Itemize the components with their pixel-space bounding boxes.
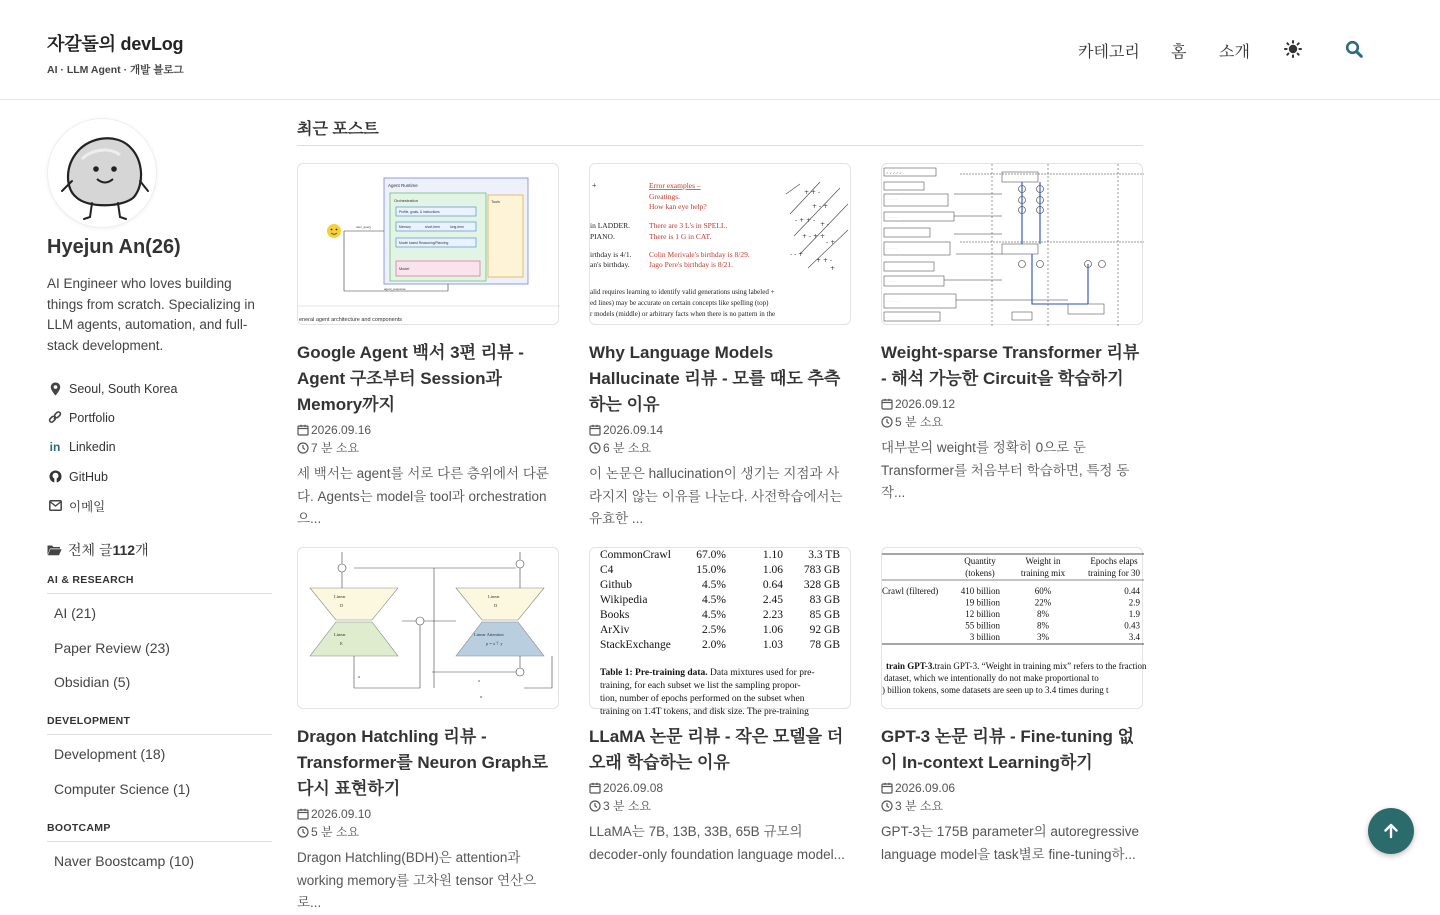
- post-date: [297, 805, 559, 823]
- clock-icon: [881, 416, 893, 428]
- calendar-icon: [589, 782, 601, 794]
- thumb-table-cell: 3.3 TB: [808, 549, 840, 561]
- post-thumbnail[interactable]: [881, 547, 1147, 709]
- post-date: [589, 779, 851, 797]
- post-card[interactable]: [881, 163, 1143, 505]
- calendar-icon: [881, 782, 893, 794]
- svg-text:+ + -: + + -: [804, 189, 821, 196]
- post-title[interactable]: GPT-3 논문 리뷰 - Fine-tuning 없이 In-context Learning하기: [881, 727, 1135, 772]
- thumb-table-cell: 2.45: [762, 594, 783, 606]
- post-thumbnail[interactable]: [881, 163, 1143, 325]
- post-excerpt: GPT-3는 175B parameter의 autoregressive language model을 task별로 fine-tuning하...: [881, 824, 1139, 862]
- link-location-label: Seoul, South Korea: [69, 381, 178, 396]
- link-linkedin-label[interactable]: Linkedin: [69, 440, 116, 455]
- category-item-computer-science[interactable]: Computer Science (1): [54, 780, 191, 797]
- thumb-table-cell: 19 billion: [965, 597, 1000, 608]
- thumb-table-cell: 2.0%: [702, 639, 726, 651]
- total-suffix: 개: [135, 542, 149, 558]
- post-excerpt: 이 논문은 hallucination이 생기는 지점과 사라지지 않는 이유를 나눈다. 사전학습에서는 유효한 ...: [589, 466, 843, 526]
- thumb-text: an's birthday.: [590, 260, 630, 269]
- post-date: [589, 421, 851, 439]
- svg-text:D: D: [494, 603, 498, 608]
- thumb-text: train GPT-3. “Weight in training mix” refers to the fraction: [934, 661, 1147, 671]
- post-title[interactable]: Google Agent 백서 3편 리뷰 - Agent 구조부터 Session과 Memory까지: [297, 343, 524, 414]
- svg-text:σ: σ: [480, 694, 483, 699]
- thumb-table-cell: 1.06: [762, 624, 783, 636]
- post-date-text: 2026.09.16: [311, 423, 372, 437]
- post-date: [881, 395, 1143, 413]
- thumb-table-cell: Weight in: [1025, 556, 1061, 566]
- author-links: [47, 374, 177, 520]
- brand[interactable]: [47, 30, 184, 77]
- sun-icon[interactable]: [1284, 40, 1302, 58]
- svg-text:+ - + +: + - + +: [802, 233, 825, 240]
- thumb-table-cell: Crawl (filtered): [882, 586, 939, 596]
- svg-text:. . . . . . .: . . . . . . .: [886, 197, 897, 201]
- post-card[interactable]: [881, 547, 1147, 866]
- category-item-development[interactable]: Development (18): [54, 746, 166, 762]
- thumb-table-cell: 55 billion: [965, 620, 1000, 631]
- thumb-table-cell: 0.64: [762, 579, 783, 591]
- thumb-table-cell: 78 GB: [809, 639, 840, 651]
- thumb-table-cell: 2.9: [1128, 597, 1140, 608]
- thumb-table-cell: 3%: [1037, 632, 1049, 642]
- calendar-icon: [297, 808, 309, 820]
- clock-icon: [589, 800, 601, 812]
- thumb-table-cell: (tokens): [965, 568, 995, 578]
- thumb-table-cell: training for 30: [1088, 568, 1140, 578]
- thumb-table-cell: 3.4: [1128, 632, 1140, 642]
- thumb-table-cell: 4.5%: [702, 594, 726, 606]
- thumb-text: user_query: [356, 225, 372, 229]
- avatar: [47, 118, 157, 228]
- thumb-table-cell: Books: [600, 609, 630, 621]
- thumb-table-cell: ArXiv: [600, 624, 630, 636]
- thumb-table-cell: 1.9: [1128, 609, 1140, 619]
- thumb-table-cell: Wikipedia: [600, 594, 648, 606]
- thumb-table-cell: 12 billion: [965, 609, 1000, 619]
- nav-home[interactable]: 홈: [1171, 44, 1187, 61]
- post-date-text: 2026.09.14: [603, 423, 664, 437]
- link-portfolio-label[interactable]: Portfolio: [69, 410, 115, 425]
- category-heading: AI & RESEARCH: [47, 574, 272, 594]
- post-card[interactable]: [297, 547, 559, 915]
- category-item-paper-review[interactable]: Paper Review (23): [54, 639, 170, 656]
- link-linkedin[interactable]: [47, 433, 177, 462]
- post-thumbnail[interactable]: [297, 163, 559, 325]
- post-date: [297, 421, 559, 439]
- thumb-table-cell: Quantity: [964, 556, 996, 566]
- category-group-ai-research: [47, 574, 272, 700]
- clock-icon: [881, 800, 893, 812]
- svg-text:. . . . . . . .: . . . . . . . .: [886, 215, 899, 219]
- nav-categories[interactable]: 카테고리: [1078, 44, 1140, 61]
- svg-text:+: +: [592, 181, 597, 190]
- link-email[interactable]: [47, 491, 177, 520]
- svg-text:Linear: Linear: [488, 594, 500, 599]
- thumb-table-cell: 85 GB: [809, 609, 840, 621]
- post-read-time-text: 6 분 소요: [603, 441, 652, 455]
- thumb-table-cell: 8%: [1037, 609, 1049, 619]
- search-icon[interactable]: [1345, 40, 1363, 58]
- thumb-text: Colin Merivale's birthday is 8/29.: [649, 250, 750, 259]
- post-date-text: 2026.09.06: [895, 781, 956, 795]
- thumb-text: short-term: [425, 225, 441, 229]
- thumb-text: There are 3 L's in SPELL.: [649, 221, 728, 230]
- svg-text:✓ ✓ ✓ ✓ ✓: ✓ ✓ ✓ ✓ ✓: [886, 171, 902, 175]
- thumb-table-cell: 4.5%: [702, 579, 726, 591]
- thumb-table-cell: 0.43: [1124, 620, 1140, 631]
- thumb-text: Data mixtures used for pre-: [707, 668, 815, 678]
- category-item-naver-boostcamp[interactable]: Naver Boostcamp (10): [54, 853, 195, 869]
- thumb-text: Greatings.: [649, 192, 681, 201]
- thumb-caption: eneral agent architecture and components: [299, 317, 403, 323]
- thumb-text: Model based Reasoning/Planning: [399, 241, 449, 245]
- clock-icon: [297, 826, 309, 838]
- thumb-text: tion, number of epochs performed on the subset when: [600, 694, 805, 704]
- thumb-table-cell: training mix: [1020, 568, 1066, 578]
- post-read-time-text: 7 분 소요: [311, 441, 360, 455]
- svg-text:ρ = x⊤ y: ρ = x⊤ y: [486, 641, 503, 646]
- post-read-time-text: 3 분 소요: [603, 799, 652, 813]
- thumb-text: training, for each subset we list the sampling propor-: [600, 681, 801, 691]
- llama-table: [600, 549, 840, 651]
- total-count: 112: [112, 542, 136, 558]
- thumb-text: alid requires learning to identify valid generations using labeled +: [590, 288, 775, 296]
- thumb-text: irthday is 4/1.: [590, 250, 632, 259]
- post-title[interactable]: LLaMA 논문 리뷰 - 작은 모델을 더 오래 학습하는 이유: [589, 727, 844, 772]
- svg-text:. . . . . . .: . . . . . . .: [886, 246, 897, 250]
- folder-icon: [47, 544, 62, 556]
- category-group-bootcamp: [47, 822, 272, 879]
- thumb-table-cell: 2.5%: [702, 624, 726, 636]
- linkedin-icon: in: [49, 440, 61, 455]
- site-title[interactable]: 자갈돌의 devLog: [47, 34, 184, 54]
- calendar-icon: [881, 398, 893, 410]
- link-github[interactable]: [47, 462, 177, 491]
- svg-text:. . . . . . . .: . . . . . . . .: [886, 299, 899, 303]
- svg-text:D: D: [340, 603, 344, 608]
- nav-about[interactable]: 소개: [1219, 44, 1250, 61]
- thumb-text: Orchestration: [394, 198, 419, 203]
- svg-text:- +: - +: [826, 239, 836, 246]
- gpt3-table: [882, 556, 1141, 642]
- category-item-ai[interactable]: AI (21): [54, 605, 97, 621]
- post-title[interactable]: Dragon Hatchling 리뷰 - Transformer를 Neuron Graph로 다시 표현하기: [297, 727, 549, 798]
- mail-icon: [48, 499, 62, 513]
- category-group-development: [47, 715, 272, 806]
- clock-icon: [589, 442, 601, 454]
- post-title[interactable]: Why Language Models Hallucinate 리뷰 - 모를 때도 추측하는 이유: [589, 343, 841, 414]
- thumb-table-cell: 410 billion: [960, 586, 1000, 596]
- post-excerpt: Dragon Hatchling(BDH)은 attention과 working memory를 고차원 tensor 연산으로...: [297, 850, 537, 910]
- category-item-obsidian[interactable]: Obsidian (5): [54, 674, 131, 690]
- svg-text:train GPT-3.train GPT-3. “Weig: train GPT-3.train GPT-3. “Weight in training mix” refers to the fraction: [886, 661, 1147, 671]
- post-read-time: [589, 797, 851, 815]
- thumb-table-cell: 8%: [1037, 620, 1049, 631]
- svg-text:Linear: Linear: [334, 632, 346, 637]
- post-read-time-text: 5 분 소요: [311, 825, 360, 839]
- arrow-up-icon: [1382, 822, 1400, 840]
- link-portfolio[interactable]: [47, 403, 177, 432]
- thumb-table-cell: 783 GB: [803, 564, 840, 576]
- post-date-text: 2026.09.08: [603, 781, 664, 795]
- svg-text:Linear: Linear: [334, 594, 346, 599]
- thumb-table-cell: 1.03: [762, 639, 783, 651]
- section-title: 최근 포스트: [297, 121, 379, 138]
- post-excerpt: 대부분의 weight를 정확히 0으로 둔 Transformer를 처음부터 학습하면, 특정 동작...: [881, 440, 1130, 500]
- post-read-time-text: 3 분 소요: [895, 799, 944, 813]
- thumb-table-cell: 2.23: [762, 609, 783, 621]
- post-excerpt: 세 백서는 agent를 서로 다른 층위에서 다룬다. Agents는 model을 tool과 orchestration으...: [297, 466, 549, 526]
- thumb-text: Tools: [491, 200, 500, 204]
- link-email-label[interactable]: 이메일: [69, 499, 106, 514]
- thumb-table-cell: 60%: [1034, 586, 1052, 596]
- thumb-table-cell: 15.0%: [696, 564, 726, 576]
- post-card[interactable]: [297, 163, 559, 531]
- post-thumbnail[interactable]: [589, 163, 851, 325]
- site-subtitle: AI · LLM Agent · 개발 블로그: [47, 64, 184, 76]
- svg-text:+: +: [830, 265, 836, 272]
- thumb-table-cell: C4: [600, 564, 614, 576]
- thumb-table-cell: 92 GB: [809, 624, 840, 636]
- thumb-text: r models (middle) or arbitrary facts when there is no pattern in the: [590, 310, 776, 318]
- author-bio: AI Engineer who loves building things from scratch. Specializing in LLM agents, automation, and full-stack development.: [47, 276, 255, 353]
- github-icon: [48, 470, 62, 484]
- thumb-text: There is 1 G in CAT.: [649, 232, 712, 241]
- thumb-text: Error examples –: [649, 181, 701, 190]
- thumb-table-cell: 1.06: [762, 564, 783, 576]
- thumb-table-cell: 67.0%: [696, 549, 726, 561]
- thumb-text: long-term: [450, 225, 464, 229]
- svg-text:Table 1: Pre-training data. Da: [600, 667, 815, 678]
- link-icon: [48, 411, 62, 425]
- svg-text:+ + -: + + -: [816, 257, 833, 264]
- thumb-table-cell: 22%: [1034, 597, 1052, 608]
- location-icon: [48, 382, 62, 396]
- total-posts[interactable]: [47, 540, 149, 560]
- svg-text:- - +: - - +: [790, 251, 804, 258]
- thumb-table-cell: 3 billion: [969, 632, 1000, 642]
- thumb-text: dataset, which we intentionally do not make proportional to: [884, 673, 1099, 683]
- post-read-time: [297, 439, 559, 457]
- thumb-text: Profile, goals, & instructions: [399, 210, 440, 214]
- link-location: [47, 374, 177, 403]
- thumb-text: PIANO.: [590, 232, 615, 241]
- post-read-time: [297, 823, 559, 841]
- calendar-icon: [297, 424, 309, 436]
- thumb-text: How kan eye help?: [649, 202, 707, 211]
- section-divider: [297, 145, 1143, 146]
- post-date-text: 2026.09.10: [311, 807, 372, 821]
- thumb-text: training on 1.4T tokens, and disk size. The pre-training: [600, 707, 809, 717]
- sidebar: [47, 100, 272, 880]
- post-date: [881, 779, 1143, 797]
- svg-text:E: E: [340, 641, 343, 646]
- post-read-time-text: 5 분 소요: [895, 415, 944, 429]
- thumb-text: in LADDER.: [590, 221, 630, 230]
- svg-text:. . . . . .: . . . . . .: [886, 279, 896, 283]
- thumb-table-cell: Github: [600, 579, 632, 591]
- thumb-text: Agent Runtime: [388, 183, 418, 188]
- category-heading: DEVELOPMENT: [47, 715, 272, 735]
- thumb-text: ed lines) may be accurate on certain concepts like spelling (top): [590, 299, 769, 307]
- clock-icon: [297, 442, 309, 454]
- svg-text:+ -: + -: [820, 221, 830, 228]
- thumb-text: ) billion tokens, some datasets are seen up to 3.4 times during t: [882, 685, 1109, 695]
- thumb-table-cell: StackExchange: [600, 639, 671, 651]
- thumb-table-cell: 83 GB: [809, 594, 840, 606]
- thumb-table-cell: 328 GB: [803, 579, 840, 591]
- total-prefix: 전체 글: [68, 542, 113, 558]
- thumb-table-cell: 1.10: [762, 549, 783, 561]
- thumb-text: Jago Pere's birthday is 8/21.: [649, 260, 734, 269]
- post-excerpt: LLaMA는 7B, 13B, 33B, 65B 규모의 decoder-only foundation language model...: [589, 824, 845, 862]
- calendar-icon: [589, 424, 601, 436]
- thumb-table-cell: CommonCrawl: [600, 549, 671, 561]
- post-title[interactable]: Weight-sparse Transformer 리뷰 - 해석 가능한 Circuit을 학습하기: [881, 343, 1140, 388]
- post-thumbnail[interactable]: [589, 547, 851, 717]
- scroll-to-top-button[interactable]: [1368, 808, 1414, 854]
- post-thumbnail[interactable]: [297, 547, 559, 709]
- svg-text:- + + -: - + + -: [795, 217, 816, 224]
- thumb-table-cell: 4.5%: [702, 609, 726, 621]
- svg-text:x: x: [358, 674, 361, 679]
- thumb-table-cell: Epochs elaps: [1090, 556, 1138, 566]
- thumb-text: Table 1: Pre-training data.: [600, 668, 708, 678]
- svg-text:Linear Attention: Linear Attention: [474, 632, 504, 637]
- author-name: Hyejun An(26): [47, 236, 181, 258]
- thumb-text: Memory: [399, 225, 411, 229]
- thumb-text: Model: [399, 267, 410, 271]
- category-heading: BOOTCAMP: [47, 822, 272, 842]
- post-card[interactable]: [589, 163, 851, 531]
- post-read-time: [589, 439, 851, 457]
- thumb-text: agent_response: [384, 287, 406, 291]
- thumb-table-cell: 0.44: [1124, 586, 1140, 596]
- link-github-label[interactable]: GitHub: [69, 469, 108, 484]
- site-header: [0, 0, 1440, 100]
- post-read-time: [881, 413, 1143, 431]
- post-date-text: 2026.09.12: [895, 397, 956, 411]
- post-read-time: [881, 797, 1143, 815]
- svg-text:+ - +: + - +: [812, 203, 829, 210]
- post-card[interactable]: [589, 547, 851, 866]
- svg-text:x: x: [478, 678, 481, 683]
